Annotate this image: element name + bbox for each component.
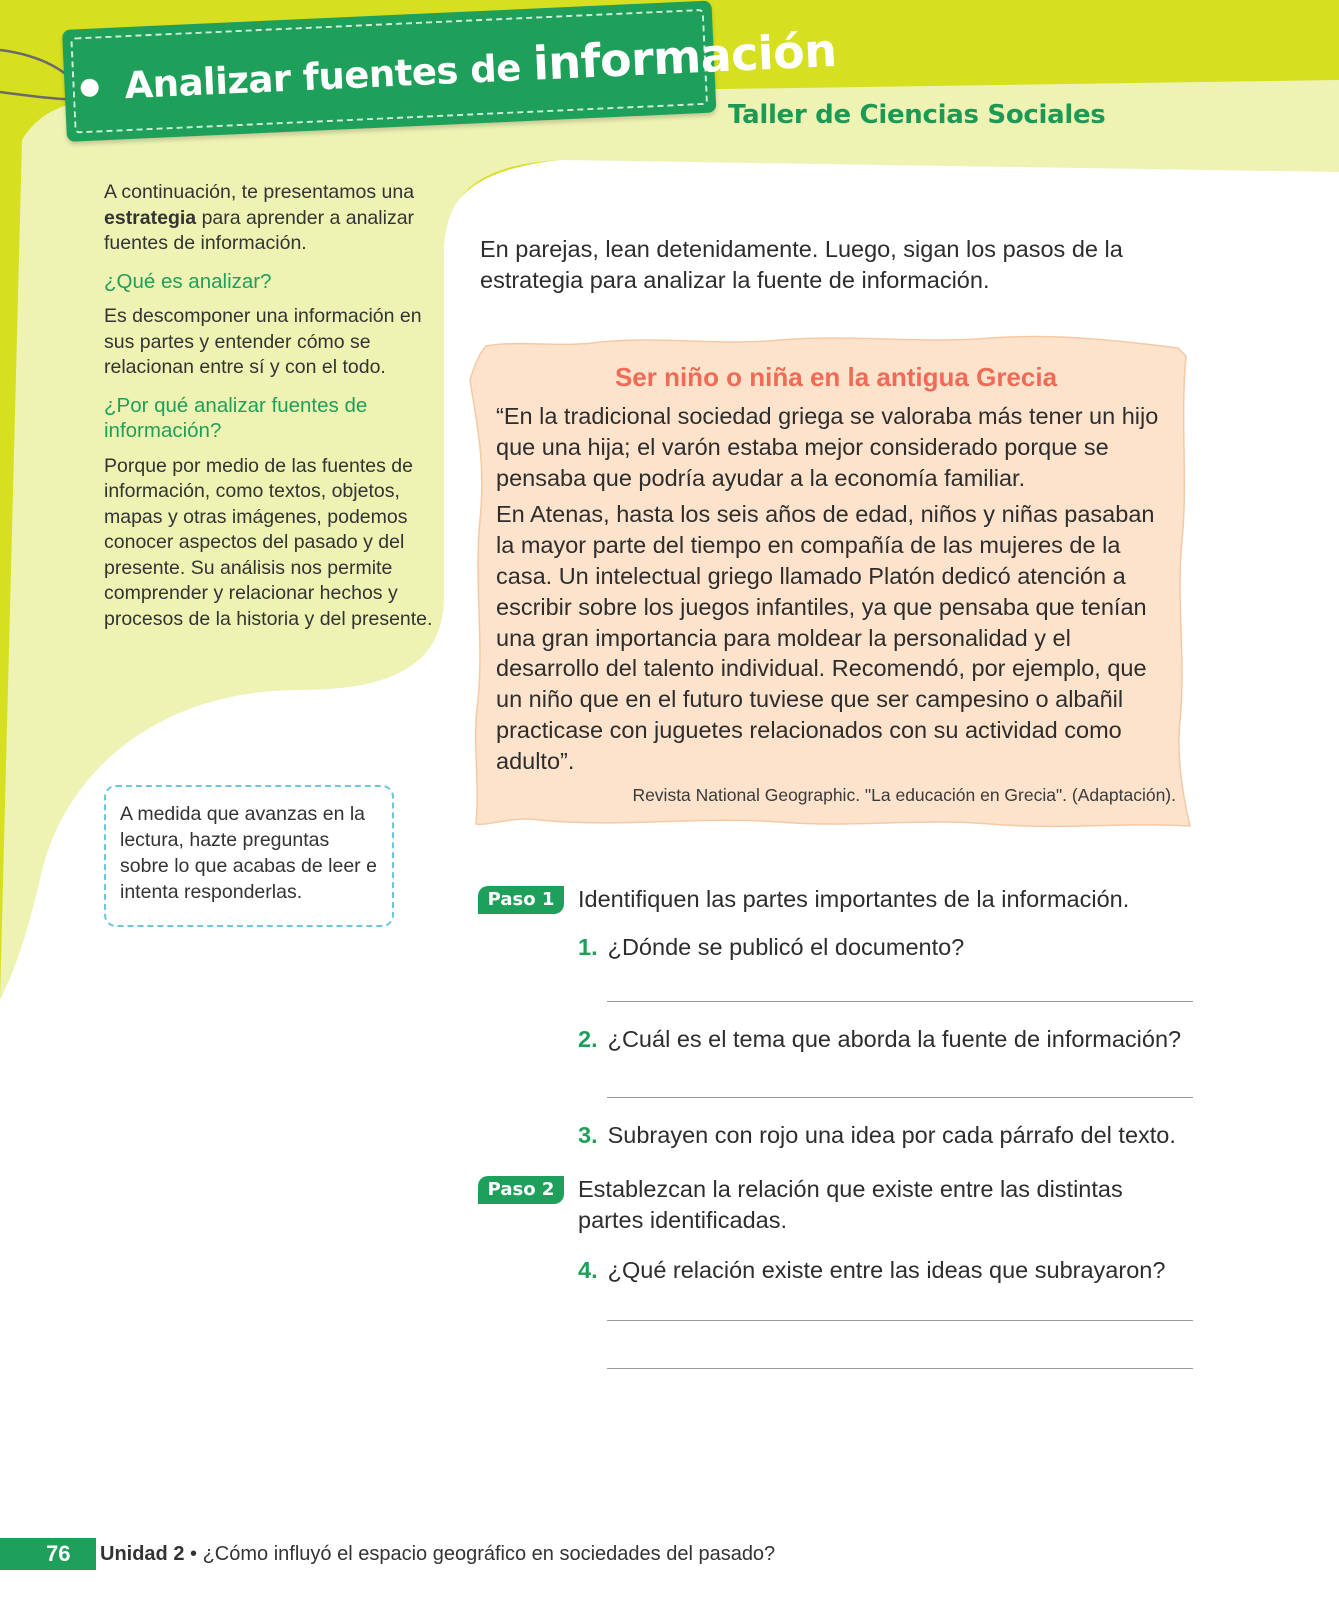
question-2 (578, 1024, 1181, 1055)
question-4 (578, 1255, 1165, 1286)
source-title: Ser niño o niña en la antigua Grecia (614, 362, 1058, 392)
sidebar-intro (104, 180, 434, 257)
answer-line-4b[interactable] (607, 1368, 1193, 1369)
source-paragraph-1: “En la tradicional sociedad griega se valoraba más tener un hijo que una hija; el varón estaba mejor considerado porque se pensaba que podría ayudar a la economía familiar. (496, 403, 1159, 491)
question-number: 2. (578, 1026, 598, 1052)
footer-unit: Unidad 2 (100, 1543, 185, 1565)
page-subtitle: Taller de Ciencias Sociales (728, 100, 1106, 130)
sidebar-answer-1: Es descomponer una información en sus partes y entender cómo se relacionan entre sí y con el todo. (104, 305, 422, 378)
question-number: 4. (578, 1257, 598, 1283)
answer-line-2[interactable] (607, 1097, 1193, 1098)
title-part-big: información (531, 22, 838, 91)
question-text: Subrayen con rojo una idea por cada párrafo del texto. (607, 1122, 1176, 1148)
answer-line-1[interactable] (607, 1001, 1193, 1002)
question-number: 3. (578, 1122, 598, 1148)
question-1 (578, 932, 964, 963)
footer-unit-title (100, 1538, 775, 1570)
step-2-text: Establezcan la relación que existe entre las distintas partes identificadas. (578, 1176, 1123, 1233)
step-1-badge: Paso 1 (478, 886, 564, 914)
footer-bullet: • (190, 1543, 198, 1565)
question-text: ¿Cuál es el tema que aborda la fuente de información? (607, 1026, 1182, 1052)
sidebar-question-1: ¿Qué es analizar? (104, 269, 272, 293)
reading-tip-box: A medida que avanzas en la lectura, hazte preguntas sobre lo que acabas de leer e intenta responderlas. (104, 785, 394, 927)
footer-unit-question: ¿Cómo influyó el espacio geográfico en sociedades del pasado? (202, 1543, 776, 1565)
step-1-text: Identifiquen las partes importantes de la información. (578, 886, 1130, 912)
source-text (496, 362, 1176, 806)
question-3 (578, 1120, 1176, 1151)
sidebar-answer-2: Porque por medio de las fuentes de información, como textos, objetos, mapas y otras imágenes, podemos conocer aspectos del pasado y del presente. Su análisis nos permite comprender y relacionar hechos y procesos de la historia y del presente. (104, 454, 433, 630)
title-part-small: Analizar fuentes de (123, 46, 522, 108)
source-citation: Revista National Geographic. "La educación en Grecia". (Adaptación). (632, 784, 1176, 805)
sidebar-intro-text: A continuación, te presentamos una (104, 181, 415, 203)
strategy-sidebar (104, 180, 434, 644)
question-text: ¿Qué relación existe entre las ideas que subrayaron? (607, 1257, 1166, 1283)
question-text: ¿Dónde se publicó el documento? (607, 934, 965, 960)
sidebar-question-2: ¿Por qué analizar fuentes de información? (104, 393, 368, 442)
step-2-badge: Paso 2 (478, 1176, 564, 1204)
sidebar-intro-bold: estrategia (104, 206, 197, 229)
sidebar-intro-text-end: para aprender a analizar fuentes de información. (104, 206, 415, 254)
question-number: 1. (578, 934, 598, 960)
activity-instruction: En parejas, lean detenidamente. Luego, sigan los pasos de la estrategia para analizar la fuente de información. (480, 236, 1123, 293)
source-paragraph-2: En Atenas, hasta los seis años de edad, niños y niñas pasaban la mayor parte del tiempo en compañía de las mujeres de la casa. Un intelectual griego llamado Platón dedicó atención a escribir sobre los juegos infantiles, ya que pensaba que tenían una gran importancia para moldear la personalidad y el desarrollo del talento individual. Recomendó, por ejemplo, que un niño que en el futuro tuviese que ser campesino o albañil practicase con juguetes relacionados con su actividad como adulto”. (496, 501, 1155, 774)
page-number: 76 (46, 1541, 71, 1566)
answer-line-4a[interactable] (607, 1320, 1193, 1321)
